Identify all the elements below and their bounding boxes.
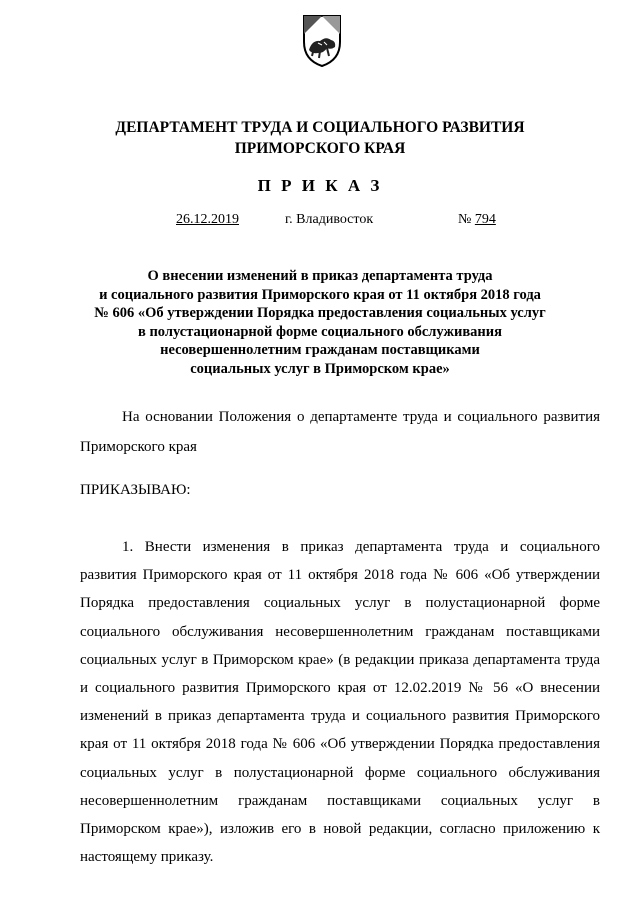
subject-line: № 606 «Об утверждении Порядка предоставления социальных услуг xyxy=(94,305,546,322)
paragraph-line: На основании Положения о департаменте труда и социального развития xyxy=(122,409,600,425)
basis-paragraph xyxy=(80,402,600,462)
subject-line: и социального развития Приморского края от 11 октября 2018 года xyxy=(99,286,541,303)
paragraph-line: Порядка предоставления социальных услуг в полустационарной форме xyxy=(80,595,600,612)
paragraph-line: края от 11 октября 2018 года № 606 «Об утверждении Порядка предоставления xyxy=(80,736,600,753)
coat-of-arms-icon xyxy=(300,12,344,68)
order-subject xyxy=(60,267,580,379)
paragraph-line: социальных услуг в полустационарной форме социального обслуживания xyxy=(80,764,600,781)
order-city: г. Владивосток xyxy=(285,212,374,227)
subject-line: О внесении изменений в приказ департамента труда xyxy=(147,268,493,284)
order-date: 26.12.2019 xyxy=(176,212,239,227)
paragraph-line: настоящему приказу. xyxy=(80,849,214,866)
paragraph-line: Приморского края xyxy=(80,439,197,455)
subject-line: несовершеннолетним гражданам поставщиками xyxy=(160,342,480,359)
department-line: ПРИМОРСКОГО КРАЯ xyxy=(234,140,406,157)
department-name xyxy=(60,117,580,159)
order-directive: ПРИКАЗЫВАЮ: xyxy=(80,482,191,498)
subject-line: социальных услуг в Приморском крае» xyxy=(190,360,450,377)
department-line: ДЕПАРТАМЕНТ ТРУДА И СОЦИАЛЬНОГО РАЗВИТИЯ xyxy=(115,119,525,136)
paragraph-line: социальных услуг в Приморском крае» (в редакции приказа департамента труда xyxy=(80,651,600,668)
order-number xyxy=(458,212,496,228)
order-number-value: 794 xyxy=(474,212,496,227)
document-type-heading: П Р И К А З xyxy=(257,176,383,195)
paragraph-line: изменений в приказ департамента труда и социального развития Приморского xyxy=(80,708,600,725)
paragraph-line: и социального развития Приморского края от 12.02.2019 № 56 «О внесении xyxy=(80,679,600,696)
item-1-paragraph xyxy=(80,533,600,871)
paragraph-line: Приморском крае»), изложив его в новой редакции, согласно приложению к xyxy=(80,820,600,837)
paragraph-line: несовершеннолетним гражданам поставщиками социальных услуг в xyxy=(80,792,600,809)
order-number-prefix: № xyxy=(458,212,475,227)
paragraph-line: развития Приморского края от 11 октября 2018 года № 606 «Об утверждении xyxy=(80,567,600,584)
subject-line: в полустационарной форме социального обслуживания xyxy=(138,323,502,340)
paragraph-line: 1. Внести изменения в приказ департамента труда и социального xyxy=(122,539,600,555)
paragraph-line: социального обслуживания несовершеннолетним гражданам поставщиками xyxy=(80,623,600,640)
